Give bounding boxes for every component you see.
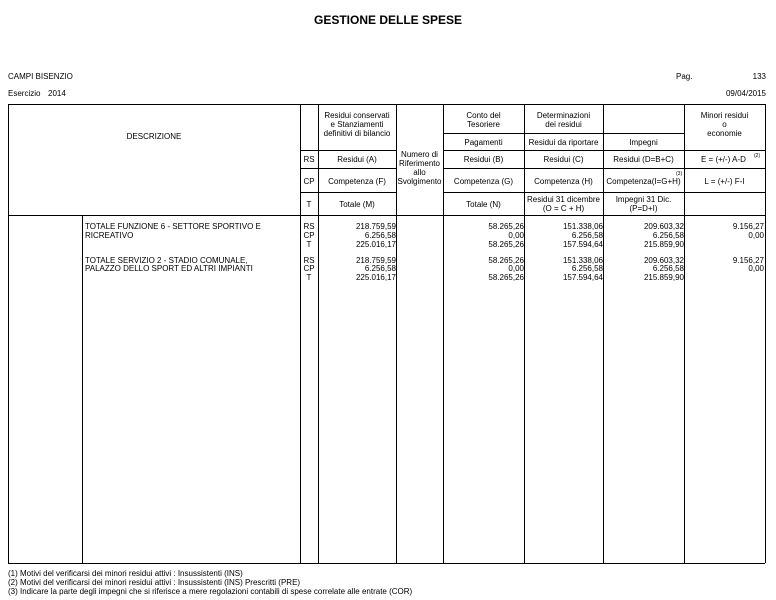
comp-g-header: Competenza (G): [453, 177, 514, 186]
col1-header-l2: e Stanziamenti: [330, 120, 384, 129]
minori-header-l2: o: [722, 120, 727, 129]
row-description-l2: RICREATIVO: [85, 231, 134, 240]
footnote-2: (2) Motivi del verificarsi dei minori residui attivi : Insussistenti (INS) Prescritti (PRE): [8, 578, 301, 587]
desc-header: DESCRIZIONE: [126, 132, 182, 141]
cp-label: CP: [303, 177, 315, 186]
conto-header-l1: Conto del: [466, 111, 501, 120]
cell-d-t: 215.859,90: [643, 240, 684, 249]
cell-e-rs: 9.156,27: [732, 256, 764, 265]
cell-b-cp: 0,00: [508, 264, 524, 273]
row-description-l1: TOTALE SERVIZIO 2 - STADIO COMUNALE,: [85, 256, 248, 265]
imp31-header-l1: Impegni 31 Dic.: [615, 195, 672, 204]
cell-c-cp: 6.256,58: [571, 231, 603, 240]
year-value: 2014: [48, 89, 66, 98]
row-t: T: [306, 273, 312, 282]
cell-d-rs: 209.603,32: [643, 222, 684, 231]
residui-b-header: Residui (B): [463, 155, 504, 164]
res31-header-l2: (O = C + H): [542, 204, 585, 213]
row-cp: CP: [303, 231, 315, 240]
cell-d-t: 215.859,90: [643, 273, 684, 282]
row-rs: RS: [303, 222, 315, 231]
cell-b-t: 58.265,26: [488, 273, 524, 282]
numref-l4: Svolgimento: [397, 177, 442, 186]
row-description-l1: TOTALE FUNZIONE 6 - SETTORE SPORTIVO E: [85, 222, 261, 231]
numref-l1: Numero di: [401, 150, 438, 159]
cell-b-t: 58.265,26: [488, 240, 524, 249]
e-note: (2): [754, 153, 761, 159]
res31-header-l1: Residui 31 dicembre: [527, 195, 600, 204]
l-formula-header: L = (+/-) F-I: [704, 177, 745, 186]
report-date: 09/04/2015: [725, 89, 766, 98]
col1-header-l1: Residui conservati: [324, 111, 390, 120]
totale-m-header: Totale (M): [339, 200, 375, 209]
cell-e-cp: 0,00: [748, 231, 764, 240]
cell-d-cp: 6.256,58: [652, 231, 684, 240]
row-rs: RS: [303, 256, 315, 265]
row-description-l2: PALAZZO DELLO SPORT ED ALTRI IMPIANTI: [85, 264, 253, 273]
row-t: T: [306, 240, 312, 249]
e-formula-header: E = (+/-) A-D: [701, 155, 746, 164]
numref-l2: Riferimento: [399, 159, 440, 168]
minori-header-l1: Minori residui: [700, 111, 749, 120]
page-title: GESTIONE DELLE SPESE: [313, 13, 463, 27]
rs-label: RS: [303, 155, 315, 164]
row-cp: CP: [303, 264, 315, 273]
residui-riportare-header: Residui da riportare: [528, 138, 599, 147]
cell-c-cp: 6.256,58: [571, 264, 603, 273]
comp-h-header: Competenza (H): [534, 177, 593, 186]
cell-a-rs: 218.759,59: [355, 222, 396, 231]
cell-c-t: 157.594,64: [562, 273, 603, 282]
cell-a-t: 225.016,17: [355, 240, 396, 249]
entity-name: CAMPI BISENZIO: [8, 72, 73, 81]
comp-i-note: (3): [676, 171, 683, 177]
residui-a-header: Residui (A): [337, 155, 377, 164]
pagamenti-header: Pagamenti: [464, 138, 503, 147]
determ-header-l1: Determinazioni: [536, 111, 591, 120]
cell-e-rs: 9.156,27: [732, 222, 764, 231]
cell-b-rs: 58.265,26: [488, 222, 524, 231]
minori-header-l3: economie: [707, 129, 742, 138]
page-label: Pag.: [676, 72, 693, 81]
cell-a-rs: 218.759,59: [355, 256, 396, 265]
impegni-header: Impegni: [629, 138, 658, 147]
cell-b-rs: 58.265,26: [488, 256, 524, 265]
cell-a-cp: 6.256,58: [364, 231, 396, 240]
imp31-header-l2: (P=D+I): [629, 204, 658, 213]
cell-b-cp: 0,00: [508, 231, 524, 240]
numref-l3: allo: [413, 168, 426, 177]
cell-c-rs: 151.338,06: [562, 222, 603, 231]
cell-c-rs: 151.338,06: [562, 256, 603, 265]
year-label: Esercizio: [8, 89, 41, 98]
cell-d-rs: 209.603,32: [643, 256, 684, 265]
comp-i-header: Competenza(I=G+H): [606, 177, 681, 186]
totale-n-header: Totale (N): [466, 200, 501, 209]
conto-header-l2: Tesoriere: [467, 120, 500, 129]
residui-d-header: Residui (D=B+C): [613, 155, 674, 164]
determ-header-l2: dei residui: [545, 120, 582, 129]
t-label: T: [306, 200, 312, 209]
residui-c-header: Residui (C): [543, 155, 584, 164]
cell-e-cp: 0,00: [748, 264, 764, 273]
cell-c-t: 157.594,64: [562, 240, 603, 249]
cell-a-t: 225.016,17: [355, 273, 396, 282]
cell-a-cp: 6.256,58: [364, 264, 396, 273]
col1-header-l3: definitivi di bilancio: [323, 129, 391, 138]
cell-d-cp: 6.256,58: [652, 264, 684, 273]
page-number: 133: [752, 72, 766, 81]
footnote-3: (3) Indicare la parte degli impegni che si riferisce a mere regolazioni contabili di spese correlate alle entrate (COR): [8, 587, 413, 596]
footnote-1: (1) Motivi del verificarsi dei minori residui attivi : Insussistenti (INS): [8, 569, 243, 578]
comp-f-header: Competenza (F): [328, 177, 386, 186]
